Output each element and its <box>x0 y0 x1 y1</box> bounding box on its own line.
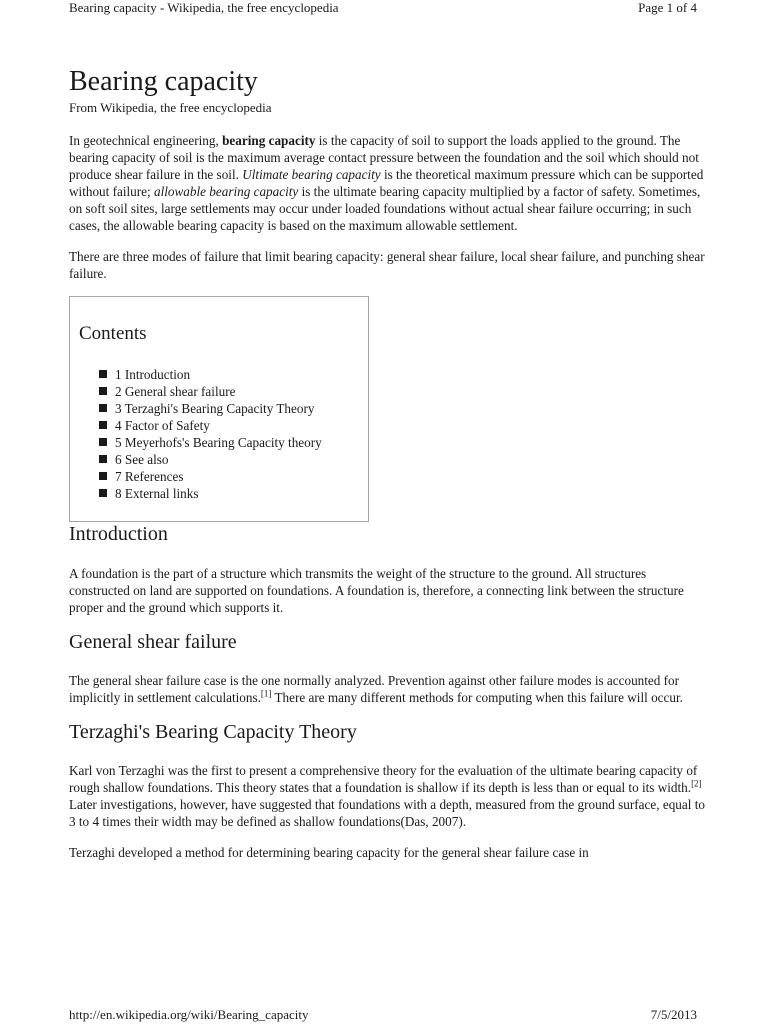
bullet-icon <box>99 455 107 463</box>
bullet-icon <box>99 421 107 429</box>
bullet-icon <box>99 472 107 480</box>
bullet-icon <box>99 370 107 378</box>
lead-term-ultimate: Ultimate bearing capacity <box>242 167 381 182</box>
toc-list <box>99 366 322 502</box>
print-header-page-number: Page 1 of 4 <box>638 0 697 15</box>
general-shear-paragraph <box>69 672 705 706</box>
lead-paragraph-2: There are three modes of failure that limit bearing capacity: general shear failure, local shear failure, and punching shear failure. <box>69 249 705 281</box>
lead-term-bearing-capacity: bearing capacity <box>222 133 316 148</box>
lead-text-3: is the theoretical maximum pressure which can be supported without failure; <box>69 167 704 199</box>
toc-item-factor-of-safety[interactable]: 4 Factor of Safety <box>99 417 322 434</box>
lead-text-4: is the ultimate bearing capacity multiplied by a factor of safety. Sometimes, on soft soil sites, large settlements may occur under loaded foundations without actual shear failure occurring; in such cases, the allowable bearing capacity is based on the maximum allowable settlement. <box>69 184 701 233</box>
page-title: Bearing capacity <box>69 66 258 97</box>
toc-item-terzaghi[interactable]: 3 Terzaghi's Bearing Capacity Theory <box>99 400 322 417</box>
toc-item-see-also[interactable]: 6 See also <box>99 451 322 468</box>
toc-heading: Contents <box>79 323 147 344</box>
terzaghi-text-1: Karl von Terzaghi was the first to present a comprehensive theory for the evaluation of the ultimate bearing capacity of rough shallow foundations. This theory states that a foundation is shallow if its depth is less than or equal to its width. <box>69 763 698 795</box>
lead-text-1: In geotechnical engineering, <box>69 133 223 148</box>
toc-item-introduction[interactable]: 1 Introduction <box>99 366 322 383</box>
bullet-icon <box>99 387 107 395</box>
reference-link-1[interactable]: [1] <box>260 688 272 699</box>
bullet-icon <box>99 438 107 446</box>
section-heading-general-shear-failure: General shear failure <box>69 631 237 653</box>
general-text-2: There are many different methods for computing when this failure will occur. <box>271 690 683 705</box>
print-footer-date: 7/5/2013 <box>650 1007 697 1022</box>
general-text-1: The general shear failure case is the one normally analyzed. Prevention against other failure modes is accounted for implicitly in settlement calculations. <box>69 673 680 705</box>
print-header-title: Bearing capacity - Wikipedia, the free encyclopedia <box>69 0 339 15</box>
bullet-icon <box>99 489 107 497</box>
page-subtitle: From Wikipedia, the free encyclopedia <box>69 100 272 115</box>
lead-paragraph-1 <box>69 132 705 234</box>
section-heading-introduction: Introduction <box>69 523 168 545</box>
table-of-contents <box>69 296 369 522</box>
toc-item-external-links[interactable]: 8 External links <box>99 485 322 502</box>
terzaghi-paragraph-1 <box>69 762 705 830</box>
print-footer-url: http://en.wikipedia.org/wiki/Bearing_capacity <box>69 1007 309 1022</box>
article-content <box>69 66 705 875</box>
toc-item-references[interactable]: 7 References <box>99 468 322 485</box>
section-heading-terzaghi: Terzaghi's Bearing Capacity Theory <box>69 721 357 743</box>
lead-term-allowable: allowable bearing capacity <box>153 184 299 199</box>
terzaghi-text-2: Later investigations, however, have suggested that foundations with a depth, measured from the ground surface, equal to 3 to 4 times their width may be defined as shallow foundations(Das, 2007). <box>69 797 705 829</box>
introduction-paragraph: A foundation is the part of a structure which transmits the weight of the structure to the ground. All structures constructed on land are supported on foundations. A foundation is, therefore, a connecting link between the structure proper and the ground which supports it. <box>69 566 684 615</box>
reference-link-2[interactable]: [2] <box>691 778 702 789</box>
toc-item-meyerhof[interactable]: 5 Meyerhofs's Bearing Capacity theory <box>99 434 322 451</box>
toc-item-general-shear-failure[interactable]: 2 General shear failure <box>99 383 322 400</box>
bullet-icon <box>99 404 107 412</box>
terzaghi-paragraph-2: Terzaghi developed a method for determining bearing capacity for the general shear failure case in <box>69 845 589 860</box>
lead-text-2: is the capacity of soil to support the loads applied to the ground. The bearing capacity of soil is the maximum average contact pressure between the foundation and the soil which should not produce shear failure in the soil. <box>69 133 699 182</box>
